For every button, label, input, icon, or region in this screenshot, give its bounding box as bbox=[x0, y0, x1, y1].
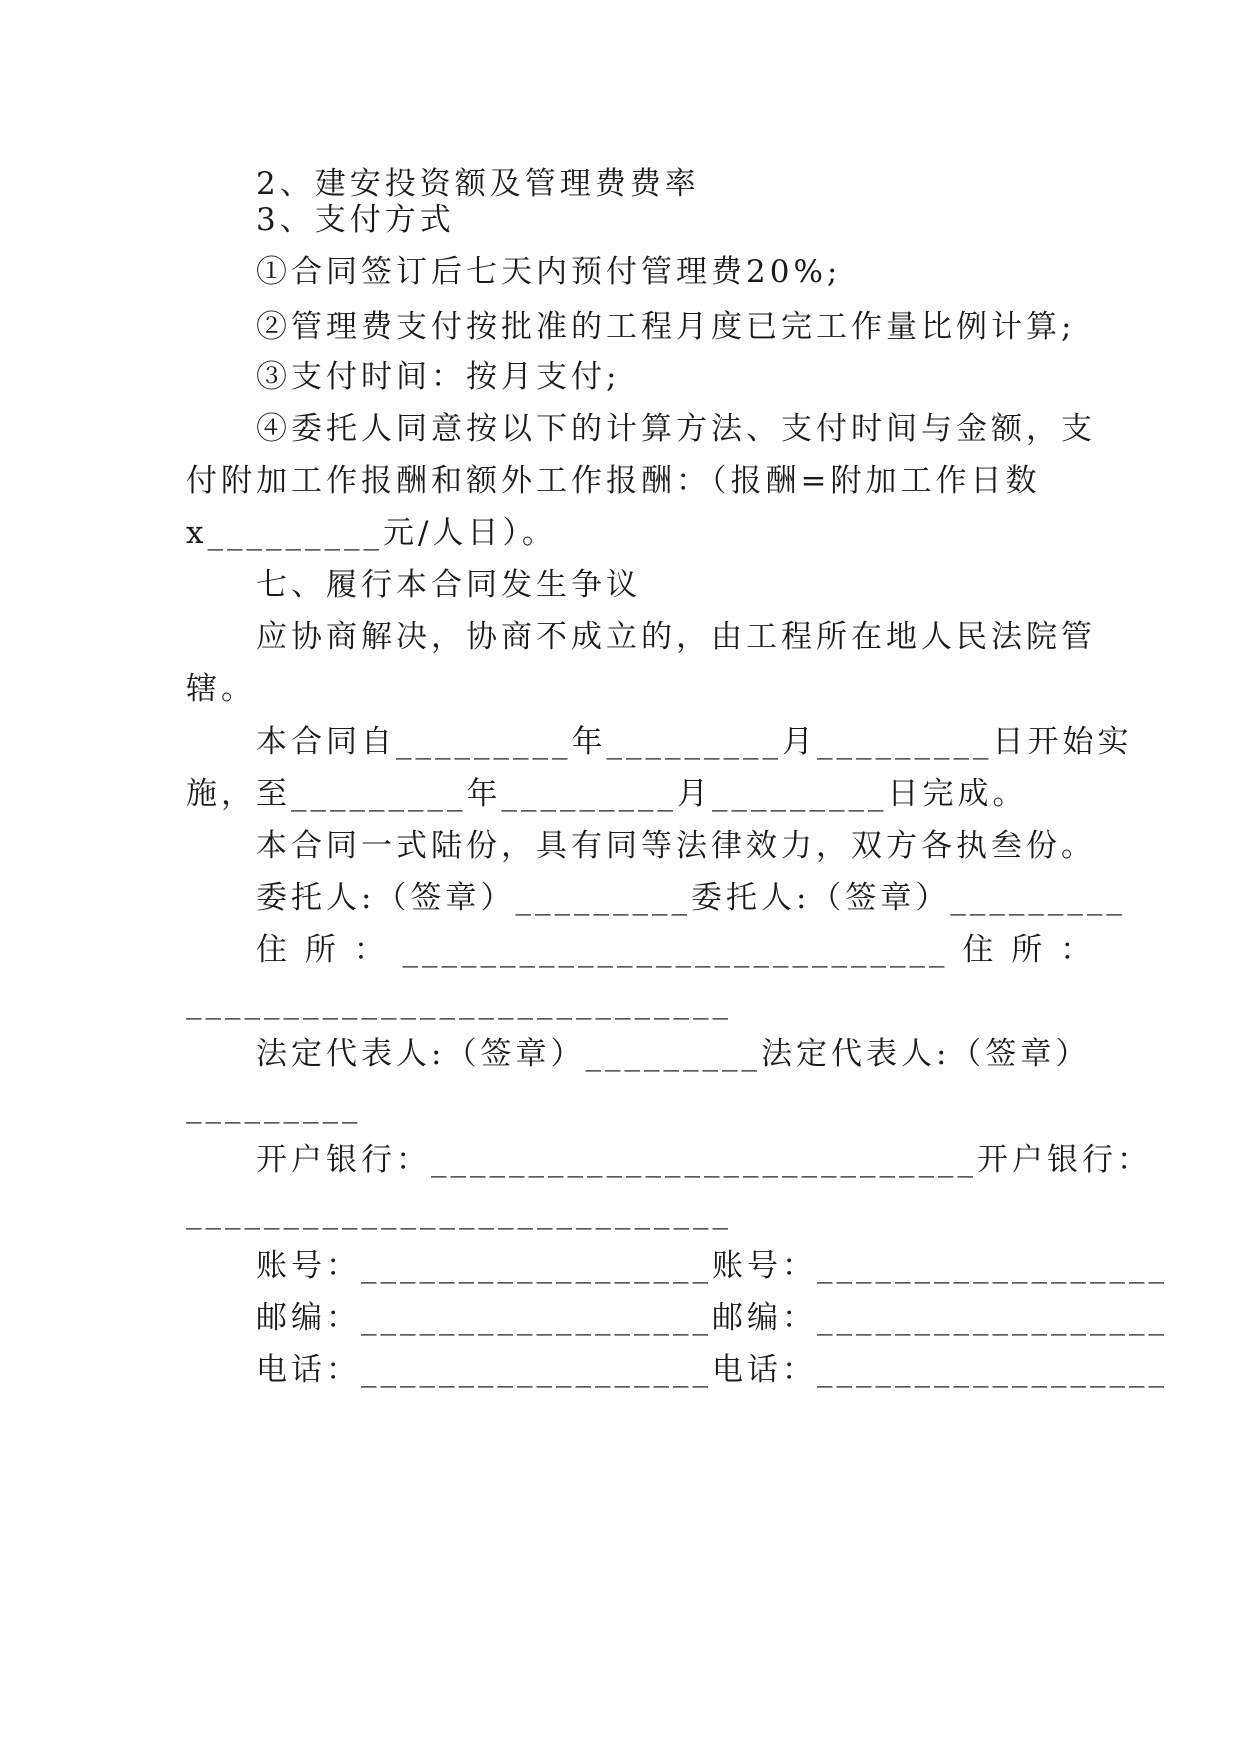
payment-item-3: ③支付时间：按月支付; bbox=[256, 359, 621, 395]
contract-start-date: 本合同自_________年_________月_________日开始实 bbox=[256, 724, 1133, 760]
payment-item-4-cont: 付附加工作报酬和额外工作报酬：（报酬=附加工作日数 bbox=[186, 463, 1041, 499]
payment-item-4: ④委托人同意按以下的计算方法、支付时间与金额，支 bbox=[256, 411, 1096, 447]
address-blank: ____________________________ bbox=[186, 984, 732, 1020]
account-line: 账号：__________________账号：__________________ bbox=[256, 1248, 1168, 1284]
legal-representative: 法定代表人:（签章）_________法定代表人:（签章） bbox=[256, 1036, 1091, 1072]
phone-line: 电话：__________________电话：__________________ bbox=[256, 1352, 1168, 1388]
payment-item-2: ②管理费支付按批准的工程月度已完工作量比例计算; bbox=[256, 309, 1076, 345]
address-line: 住 所 ： ____________________________ 住 所 ： bbox=[256, 932, 1096, 968]
payment-item-4-rate: x_________元/人日）。 bbox=[186, 515, 557, 551]
contract-end-date: 施，至_________年_________月_________日完成。 bbox=[186, 776, 1028, 812]
legal-representative-blank: _________ bbox=[186, 1088, 362, 1124]
bank-line: 开户银行：____________________________开户银行： bbox=[256, 1142, 1152, 1178]
signature-principal: 委托人:（签章）_________委托人:（签章）_________ bbox=[256, 880, 1126, 916]
clause-dispute-text: 应协商解决，协商不成立的，由工程所在地人民法院管 bbox=[256, 619, 1096, 655]
bank-blank: ____________________________ bbox=[186, 1194, 732, 1230]
clause-dispute-heading: 七、履行本合同发生争议 bbox=[256, 567, 641, 603]
payment-item-1: ①合同签订后七天内预付管理费20%; bbox=[256, 254, 842, 290]
clause-dispute-text-cont: 辖。 bbox=[186, 671, 256, 707]
clause-investment-fee-rate: 2、建安投资额及管理费费率 bbox=[256, 166, 700, 202]
clause-payment-method: 3、支付方式 bbox=[256, 202, 455, 238]
postcode-line: 邮编：__________________邮编：__________________ bbox=[256, 1300, 1168, 1336]
contract-copies: 本合同一式陆份，具有同等法律效力，双方各执叁份。 bbox=[256, 828, 1096, 864]
